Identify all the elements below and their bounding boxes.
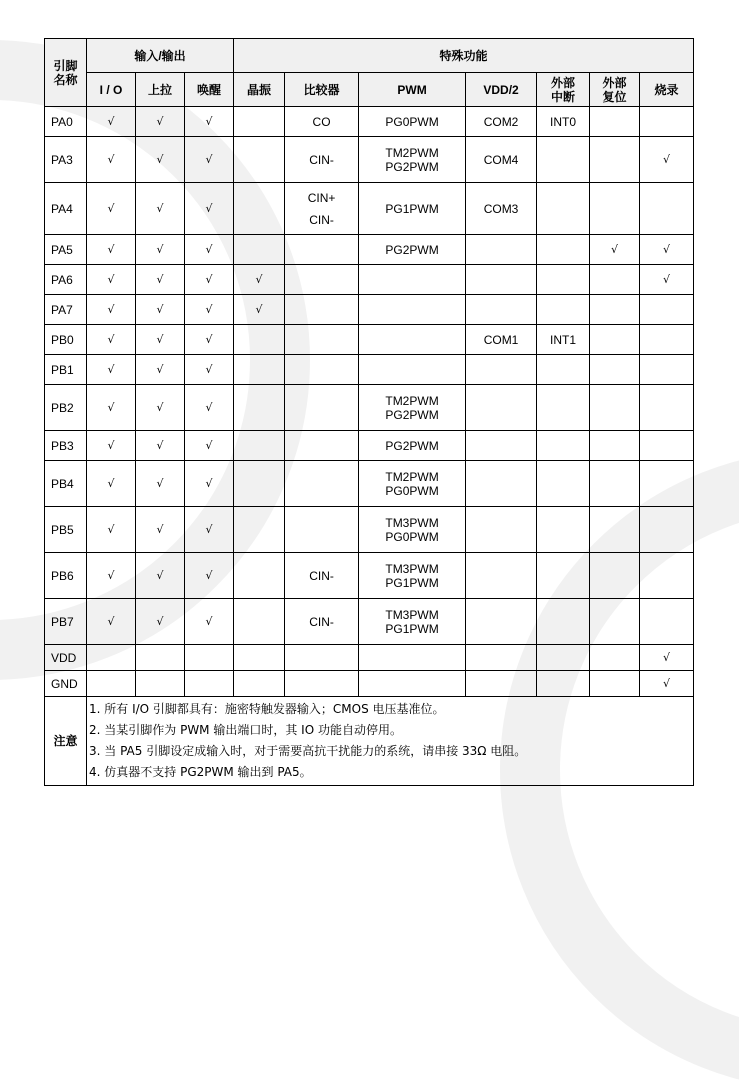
table-row bbox=[45, 325, 694, 355]
ext-reset-cell bbox=[590, 355, 640, 385]
program-cell bbox=[640, 553, 694, 599]
table-row bbox=[45, 507, 694, 553]
pwm-cell: TM3PWM PG1PWM bbox=[359, 599, 466, 645]
program-cell bbox=[640, 295, 694, 325]
pwm-cell: TM2PWM PG2PWM bbox=[359, 385, 466, 431]
header-vdd2: VDD/2 bbox=[466, 73, 537, 107]
pullup-cell: √ bbox=[136, 461, 185, 507]
io-cell: √ bbox=[87, 461, 136, 507]
pin-name-cell: PB1 bbox=[45, 355, 87, 385]
comparator-cell bbox=[285, 461, 359, 507]
pullup-cell: √ bbox=[136, 295, 185, 325]
comparator-cell: CIN- bbox=[285, 137, 359, 183]
comparator-cell: CIN- bbox=[285, 553, 359, 599]
program-cell bbox=[640, 355, 694, 385]
program-cell: √ bbox=[640, 137, 694, 183]
comparator-cell bbox=[285, 645, 359, 671]
comparator-cell bbox=[285, 507, 359, 553]
xtal-cell bbox=[234, 671, 285, 697]
comparator-cell bbox=[285, 235, 359, 265]
pwm-cell: TM3PWM PG0PWM bbox=[359, 507, 466, 553]
ext-reset-cell bbox=[590, 385, 640, 431]
pin-name-cell: PB3 bbox=[45, 431, 87, 461]
vdd2-cell bbox=[466, 265, 537, 295]
pwm-cell bbox=[359, 325, 466, 355]
pin-name-cell: PB7 bbox=[45, 599, 87, 645]
vdd2-cell bbox=[466, 553, 537, 599]
ext-int-cell bbox=[537, 431, 590, 461]
ext-int-cell: INT1 bbox=[537, 325, 590, 355]
pwm-cell: PG2PWM bbox=[359, 235, 466, 265]
pwm-cell bbox=[359, 295, 466, 325]
xtal-cell bbox=[234, 107, 285, 137]
program-cell bbox=[640, 599, 694, 645]
program-cell bbox=[640, 507, 694, 553]
program-cell bbox=[640, 385, 694, 431]
xtal-cell bbox=[234, 325, 285, 355]
wake-cell: √ bbox=[185, 431, 234, 461]
wake-cell: √ bbox=[185, 107, 234, 137]
xtal-cell bbox=[234, 507, 285, 553]
header-io: I / O bbox=[87, 73, 136, 107]
ext-reset-cell bbox=[590, 107, 640, 137]
xtal-cell: √ bbox=[234, 265, 285, 295]
comparator-cell: CO bbox=[285, 107, 359, 137]
pin-name-cell: PB6 bbox=[45, 553, 87, 599]
table-row bbox=[45, 461, 694, 507]
io-cell: √ bbox=[87, 325, 136, 355]
ext-reset-cell bbox=[590, 671, 640, 697]
program-cell bbox=[640, 461, 694, 507]
header-pin-name: 引脚 名称 bbox=[45, 39, 87, 107]
vdd2-cell: COM4 bbox=[466, 137, 537, 183]
pwm-cell: TM2PWM PG0PWM bbox=[359, 461, 466, 507]
program-cell: √ bbox=[640, 671, 694, 697]
pullup-cell: √ bbox=[136, 355, 185, 385]
header-wake: 唤醒 bbox=[185, 73, 234, 107]
table-row bbox=[45, 355, 694, 385]
wake-cell: √ bbox=[185, 461, 234, 507]
io-cell: √ bbox=[87, 431, 136, 461]
wake-cell: √ bbox=[185, 507, 234, 553]
table-row bbox=[45, 431, 694, 461]
program-cell: √ bbox=[640, 265, 694, 295]
xtal-cell bbox=[234, 645, 285, 671]
pin-name-cell: VDD bbox=[45, 645, 87, 671]
io-cell: √ bbox=[87, 183, 136, 235]
table-row bbox=[45, 385, 694, 431]
wake-cell: √ bbox=[185, 265, 234, 295]
note-item: 4. 仿真器不支持 PG2PWM 输出到 PA5。 bbox=[89, 765, 312, 779]
pullup-cell: √ bbox=[136, 599, 185, 645]
vdd2-cell bbox=[466, 235, 537, 265]
pwm-cell: PG2PWM bbox=[359, 431, 466, 461]
xtal-cell bbox=[234, 553, 285, 599]
ext-reset-cell bbox=[590, 265, 640, 295]
pullup-cell: √ bbox=[136, 265, 185, 295]
pwm-cell: TM3PWM PG1PWM bbox=[359, 553, 466, 599]
ext-int-cell bbox=[537, 553, 590, 599]
header-pullup: 上拉 bbox=[136, 73, 185, 107]
wake-cell bbox=[185, 671, 234, 697]
program-cell: √ bbox=[640, 645, 694, 671]
ext-reset-cell bbox=[590, 599, 640, 645]
vdd2-cell: COM1 bbox=[466, 325, 537, 355]
comparator-cell: CIN- bbox=[285, 599, 359, 645]
wake-cell: √ bbox=[185, 183, 234, 235]
pin-name-cell: PA5 bbox=[45, 235, 87, 265]
pwm-cell: PG0PWM bbox=[359, 107, 466, 137]
table-row bbox=[45, 137, 694, 183]
wake-cell: √ bbox=[185, 137, 234, 183]
xtal-cell bbox=[234, 235, 285, 265]
io-cell bbox=[87, 645, 136, 671]
ext-int-cell bbox=[537, 671, 590, 697]
ext-reset-cell bbox=[590, 137, 640, 183]
vdd2-cell bbox=[466, 645, 537, 671]
io-cell: √ bbox=[87, 137, 136, 183]
header-comparator: 比较器 bbox=[285, 73, 359, 107]
comparator-cell bbox=[285, 265, 359, 295]
program-cell bbox=[640, 107, 694, 137]
pwm-cell bbox=[359, 645, 466, 671]
header-ext-reset: 外部 复位 bbox=[590, 73, 640, 107]
header-xtal: 晶振 bbox=[234, 73, 285, 107]
pullup-cell: √ bbox=[136, 385, 185, 431]
ext-int-cell bbox=[537, 137, 590, 183]
table-row bbox=[45, 183, 694, 235]
pwm-cell bbox=[359, 671, 466, 697]
table-row bbox=[45, 235, 694, 265]
pin-name-cell: PA0 bbox=[45, 107, 87, 137]
comparator-cell: CIN+ CIN- bbox=[285, 183, 359, 235]
io-cell: √ bbox=[87, 553, 136, 599]
pullup-cell: √ bbox=[136, 431, 185, 461]
io-cell bbox=[87, 671, 136, 697]
vdd2-cell bbox=[466, 671, 537, 697]
pullup-cell: √ bbox=[136, 137, 185, 183]
note-item: 2. 当某引脚作为 PWM 输出端口时，其 IO 功能自动停用。 bbox=[89, 723, 402, 737]
io-cell: √ bbox=[87, 385, 136, 431]
table-row bbox=[45, 107, 694, 137]
vdd2-cell bbox=[466, 507, 537, 553]
xtal-cell bbox=[234, 599, 285, 645]
notes-label: 注意 bbox=[45, 697, 87, 786]
ext-int-cell bbox=[537, 295, 590, 325]
xtal-cell bbox=[234, 355, 285, 385]
io-cell: √ bbox=[87, 107, 136, 137]
pullup-cell: √ bbox=[136, 107, 185, 137]
wake-cell: √ bbox=[185, 385, 234, 431]
vdd2-cell: COM2 bbox=[466, 107, 537, 137]
pin-name-cell: PB4 bbox=[45, 461, 87, 507]
ext-int-cell bbox=[537, 235, 590, 265]
ext-int-cell bbox=[537, 507, 590, 553]
ext-reset-cell bbox=[590, 295, 640, 325]
xtal-cell bbox=[234, 183, 285, 235]
ext-int-cell bbox=[537, 461, 590, 507]
notes-content bbox=[87, 697, 694, 786]
xtal-cell bbox=[234, 431, 285, 461]
pin-name-cell: PA4 bbox=[45, 183, 87, 235]
program-cell: √ bbox=[640, 235, 694, 265]
vdd2-cell bbox=[466, 355, 537, 385]
wake-cell: √ bbox=[185, 235, 234, 265]
ext-int-cell bbox=[537, 645, 590, 671]
pin-name-cell: PA7 bbox=[45, 295, 87, 325]
ext-int-cell bbox=[537, 355, 590, 385]
wake-cell: √ bbox=[185, 355, 234, 385]
header-program: 烧录 bbox=[640, 73, 694, 107]
pullup-cell bbox=[136, 645, 185, 671]
comparator-cell bbox=[285, 295, 359, 325]
pin-function-table bbox=[44, 38, 694, 786]
wake-cell: √ bbox=[185, 325, 234, 355]
pwm-cell: PG1PWM bbox=[359, 183, 466, 235]
pullup-cell: √ bbox=[136, 183, 185, 235]
ext-reset-cell bbox=[590, 431, 640, 461]
pwm-cell bbox=[359, 265, 466, 295]
ext-int-cell bbox=[537, 599, 590, 645]
xtal-cell bbox=[234, 461, 285, 507]
header-special-group: 特殊功能 bbox=[234, 39, 694, 73]
pullup-cell: √ bbox=[136, 325, 185, 355]
ext-reset-cell bbox=[590, 183, 640, 235]
table-row bbox=[45, 671, 694, 697]
ext-reset-cell bbox=[590, 461, 640, 507]
comparator-cell bbox=[285, 325, 359, 355]
pin-name-cell: PB5 bbox=[45, 507, 87, 553]
comparator-cell bbox=[285, 671, 359, 697]
program-cell bbox=[640, 325, 694, 355]
pullup-cell: √ bbox=[136, 507, 185, 553]
ext-reset-cell bbox=[590, 553, 640, 599]
vdd2-cell bbox=[466, 431, 537, 461]
io-cell: √ bbox=[87, 599, 136, 645]
pin-name-cell: PB0 bbox=[45, 325, 87, 355]
io-cell: √ bbox=[87, 295, 136, 325]
pin-name-cell: GND bbox=[45, 671, 87, 697]
header-io-group: 输入/输出 bbox=[87, 39, 234, 73]
table-row bbox=[45, 553, 694, 599]
pin-name-cell: PB2 bbox=[45, 385, 87, 431]
table-row bbox=[45, 265, 694, 295]
wake-cell: √ bbox=[185, 553, 234, 599]
xtal-cell: √ bbox=[234, 295, 285, 325]
vdd2-cell bbox=[466, 461, 537, 507]
wake-cell bbox=[185, 645, 234, 671]
note-item: 1. 所有 I/O 引脚都具有：施密特触发器输入；CMOS 电压基准位。 bbox=[89, 702, 445, 716]
comparator-cell bbox=[285, 431, 359, 461]
notes-row bbox=[45, 697, 694, 786]
vdd2-cell bbox=[466, 599, 537, 645]
io-cell: √ bbox=[87, 507, 136, 553]
pullup-cell bbox=[136, 671, 185, 697]
xtal-cell bbox=[234, 137, 285, 183]
io-cell: √ bbox=[87, 355, 136, 385]
io-cell: √ bbox=[87, 265, 136, 295]
comparator-cell bbox=[285, 355, 359, 385]
xtal-cell bbox=[234, 385, 285, 431]
ext-int-cell bbox=[537, 265, 590, 295]
wake-cell: √ bbox=[185, 599, 234, 645]
vdd2-cell: COM3 bbox=[466, 183, 537, 235]
note-item: 3. 当 PA5 引脚设定成输入时，对于需要高抗干扰能力的系统，请串接 33Ω 电阻。 bbox=[89, 744, 527, 758]
io-cell: √ bbox=[87, 235, 136, 265]
pwm-cell bbox=[359, 355, 466, 385]
ext-reset-cell bbox=[590, 325, 640, 355]
header-pwm: PWM bbox=[359, 73, 466, 107]
vdd2-cell bbox=[466, 295, 537, 325]
pin-name-cell: PA6 bbox=[45, 265, 87, 295]
ext-int-cell: INT0 bbox=[537, 107, 590, 137]
ext-int-cell bbox=[537, 385, 590, 431]
pullup-cell: √ bbox=[136, 553, 185, 599]
table-row bbox=[45, 599, 694, 645]
pullup-cell: √ bbox=[136, 235, 185, 265]
ext-reset-cell bbox=[590, 645, 640, 671]
wake-cell: √ bbox=[185, 295, 234, 325]
pin-name-cell: PA3 bbox=[45, 137, 87, 183]
program-cell bbox=[640, 431, 694, 461]
ext-int-cell bbox=[537, 183, 590, 235]
vdd2-cell bbox=[466, 385, 537, 431]
table-row bbox=[45, 645, 694, 671]
header-ext-int: 外部 中断 bbox=[537, 73, 590, 107]
comparator-cell bbox=[285, 385, 359, 431]
ext-reset-cell bbox=[590, 507, 640, 553]
program-cell bbox=[640, 183, 694, 235]
pwm-cell: TM2PWM PG2PWM bbox=[359, 137, 466, 183]
ext-reset-cell: √ bbox=[590, 235, 640, 265]
table-row bbox=[45, 295, 694, 325]
